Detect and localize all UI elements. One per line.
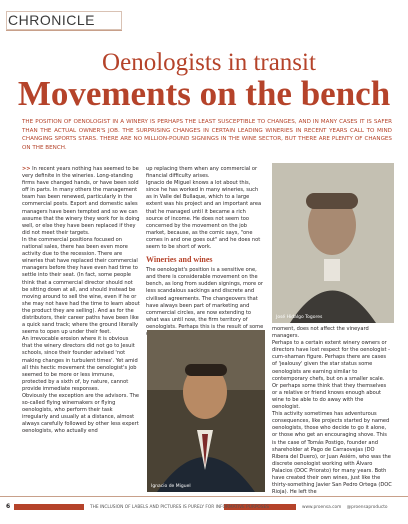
article-column-2 (146, 166, 264, 338)
paragraph: In the commercial positions focused on national sales, there has been even more activity due to the recession. There are wineries that have replaced their commercial managers before they have even had time to settle into their seat. (In fact, some people think that a commercial director should not be sitting down at all, and should instead be moving around to sell the wine, even if he or she may not have had the time to learn about the product they are selling). And as for the distributors, their career paths have been like a quick sand track; where the ground literally seems to open up under their feet. (22, 236, 140, 336)
paragraph-text: In recent years nothing has seemed to be very definite in the wineries. Long-standing firms have changed hands, or have been sold off in parts. In many others the management team has been renewed, particularly in the commercial posts. Export and domestic sales managers have been tempted and so we can assume that the winery they work for is doing well, or else they have been replaced if they did not meet their targets. (22, 166, 140, 236)
footer-disclaimer: THE INCLUSION OF LABELS AND PICTURES IS PURELY FOR INFORMATIVE PURPOSES (90, 505, 269, 510)
paragraph: This activity sometimes has adventurous consequences, like projects started by named oenologists, those who decide to go it alone, or those who get an encouraging shove. This is the case of Tomás Postigo, founder and shareholder at Pago de Carraovejas (DO Ribera del Duero), or Juan Asiérn, who was the discrete oenologist working with Álvaro Palacios (DOC Priorato) for many years. Both have created their own wines, just like the thirty-something Javier San Pedro Ortega (DOC Rioja). He left the (272, 411, 392, 496)
photo-caption: Ignacio de Miguel (151, 484, 191, 489)
paragraph: An irrevocable erosion where it is obvious that the winery directors did not go to Jesuit schools, since their founder advised 'not making changes in turbulent times'. Yet amid all this hectic movement the oenologist's job seemed to be more or less immune, protected by a sixth of, by nature, cannot provide immediate responses. (22, 336, 138, 392)
subheadline: Movements on the bench (17, 74, 391, 113)
chevron-marker: >> (22, 166, 31, 172)
photo-caption: José Hidalgo Togores (276, 315, 323, 320)
paragraph: Ignacio de Miguel knows a lot about this, since he has worked in many wineries, such as in Valle del Bullaque, which to a large extent was his project and an important area that he managed until it became a rich source of income. He does not seem too concerned by the movement on the job market, because, as the comic says, "one comes in and one goes out" and he does not seem to be short of work. (146, 180, 262, 251)
paragraph: up replacing them when any commercial or financial difficulty arises. (146, 166, 258, 180)
paragraph: moment, does not affect the vineyard managers. (272, 326, 369, 340)
portrait-illustration (272, 163, 394, 323)
footer-accent-bar (14, 504, 84, 510)
footer-divider (0, 496, 408, 497)
paragraph (22, 166, 140, 237)
paragraph: Perhaps to a certain extent winery owners or directors have lost respect for the oenologist -cum-shaman figure. Perhaps there are cases of 'jealousy' given the star status some oenologists are earning similar to contemporary chefs, but on a smaller scale. Or perhaps some think that they themselves or a relative or friend knows enough about wine to be able to do away with the oenologist. (272, 340, 391, 411)
portrait-photo-bottom (147, 330, 265, 492)
headline: Oenologists in transit (102, 49, 316, 76)
article-column-3 (272, 326, 392, 496)
portrait-illustration (147, 330, 265, 492)
portrait-photo-top (272, 163, 394, 323)
article-column-1 (22, 166, 140, 436)
standfirst: THE POSITION OF OENOLOGIST IN A WINERY IS PERHAPS THE LEAST SUSCEPTIBLE TO CHANGES, AND IN MANY CASES IT IS SAFER THAN THE ACTUAL OWNER'S JOB. THE SURPRISING CHANGES IN CERTAIN LEADING WINERIES IN RECENT YEARS CALL TO MIND CHANGING SPORTS STARS. THERE ARE NO MILLION-POUND SIGNINGS IN THE WINE SECTOR, BUT THERE ARE PLENTY OF CHANGES ON THE BENCH. (22, 119, 392, 151)
section-tag-border (6, 11, 122, 30)
section-label: CHRONICLE (8, 12, 95, 28)
twitter-handle[interactable]: @proensaproducto (346, 505, 388, 510)
page-number: 6 (6, 503, 11, 510)
website-text[interactable]: www.proensa.com (302, 505, 342, 510)
paragraph: The oenologist's position is a sensitive one, and there is considerable movement on the bench, as long from sudden signings, more or less scandalous sackings and discrete and civilised agreements. The changeovers that have always been part of marketing and commercial circles, are now extending to what was until now, the firm territory of oenologists. Perhaps this is the result of some (146, 267, 264, 330)
footer-website-link[interactable] (302, 505, 388, 510)
section-tag (6, 11, 122, 31)
paragraph: Obviously the exception are the advisors. The so-called flying winemakers or flying oenologists, who perform their task irregularly and usually at a distance, almost always carefully followed by other less expert oenologists, who actually end (22, 393, 140, 435)
subheading: Wineries and wines (146, 255, 213, 265)
